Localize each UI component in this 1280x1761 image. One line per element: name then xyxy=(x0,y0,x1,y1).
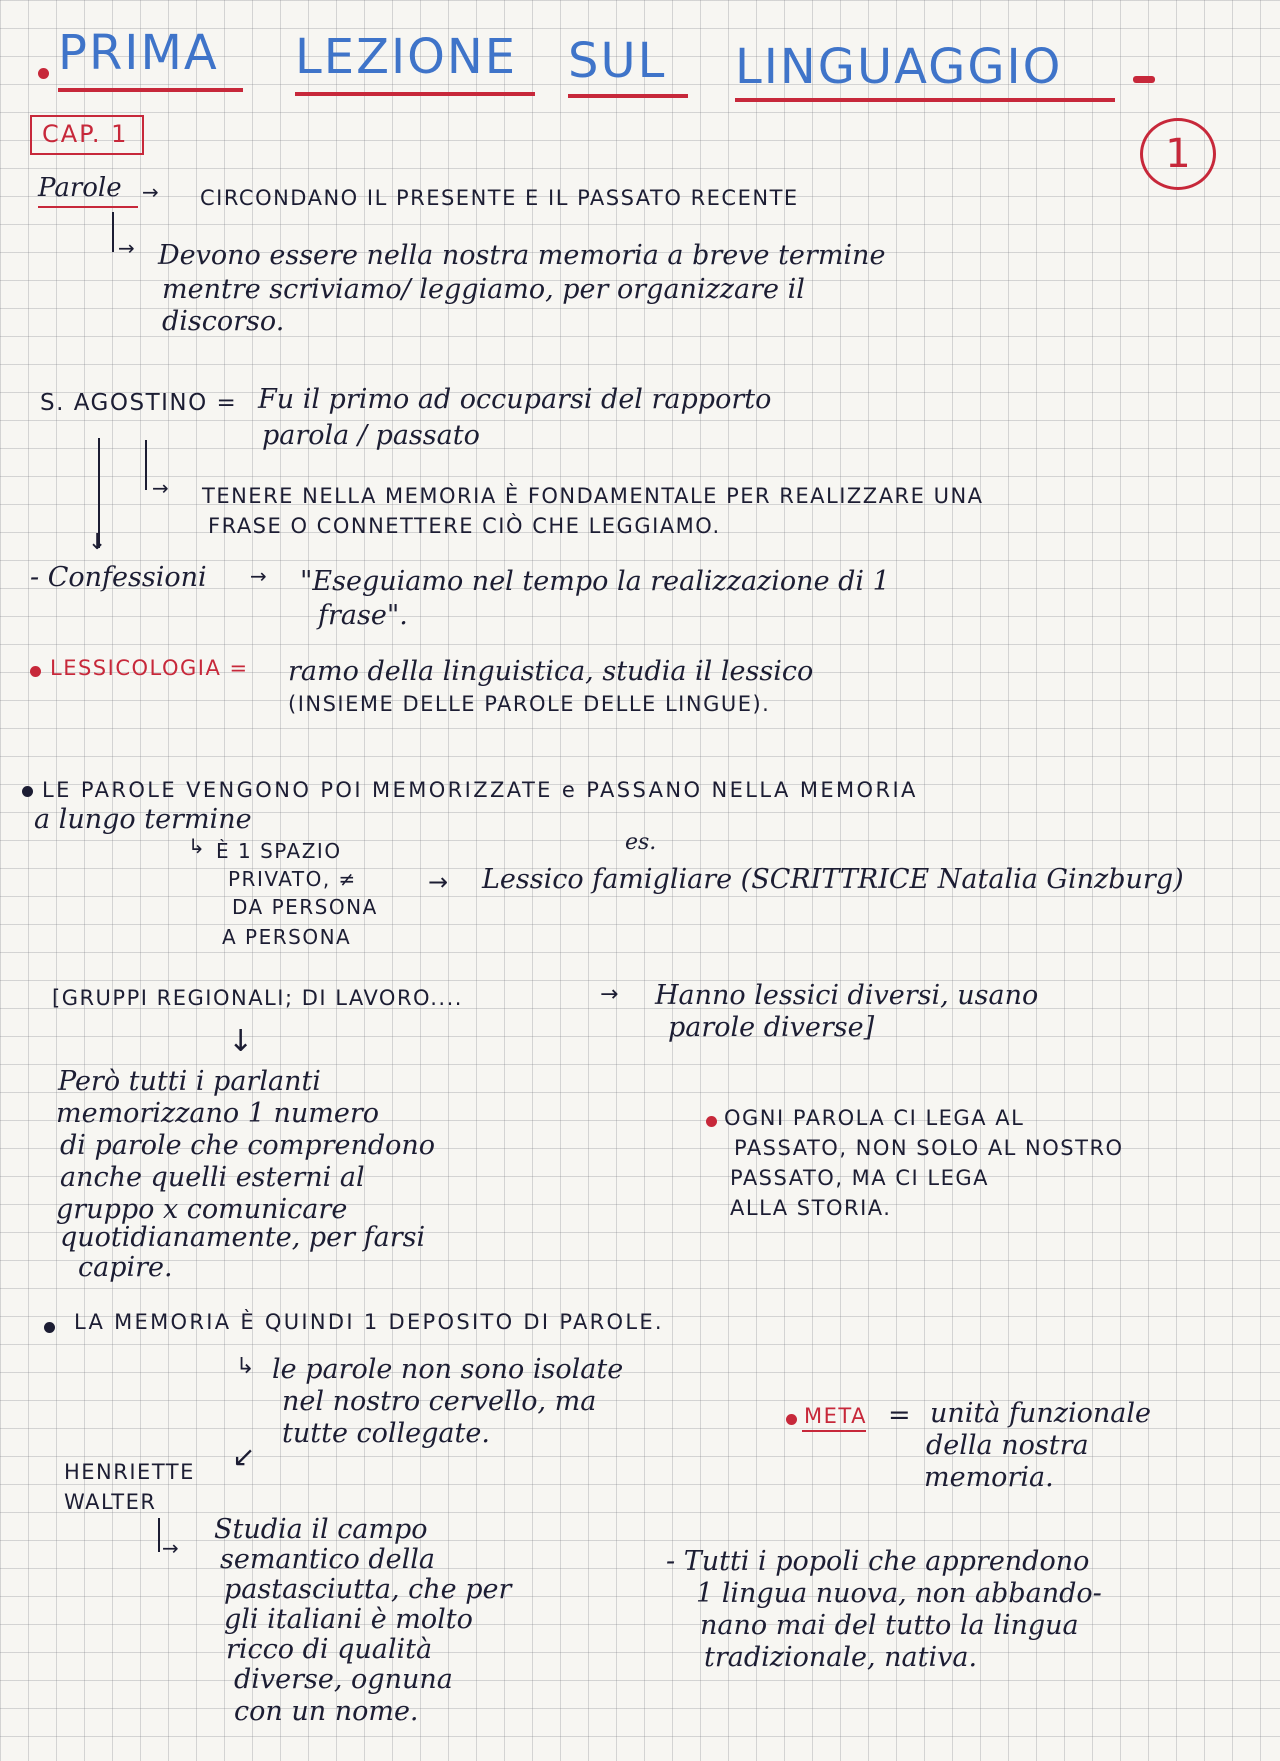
parlanti-line-1: Però tutti i parlanti xyxy=(58,1066,321,1097)
henriette-line-4: gli italiani è molto xyxy=(224,1604,473,1635)
deposito-sub-3: tutte collegate. xyxy=(282,1418,490,1449)
henriette-line-5: ricco di qualità xyxy=(226,1634,433,1665)
lessico-famigliare: Lessico famigliare (SCRITTRICE Natalia Ginzburg) xyxy=(482,864,1184,895)
memoria-line-1: LE PAROLE VENGONO POI MEMORIZZATE e PASSANO NELLA MEMORIA xyxy=(42,778,918,802)
parlanti-line-2: memorizzano 1 numero xyxy=(56,1098,380,1129)
deposito-bullet xyxy=(44,1322,55,1333)
lessicologia-line-2: (INSIEME DELLE PAROLE DELLE LINGUE). xyxy=(288,692,771,716)
title-underline-1 xyxy=(58,88,243,92)
arrow-right-icon: → xyxy=(250,564,267,588)
parole-sub-2: mentre scriviamo/ leggiamo, per organizzare il xyxy=(162,274,805,305)
arrow-right-icon: → xyxy=(162,1536,179,1560)
arrow-right-icon: ↳ xyxy=(236,1354,255,1379)
agostino-line-2: parola / passato xyxy=(262,420,480,451)
spazio-line-4: A PERSONA xyxy=(222,925,352,949)
parlanti-line-5: gruppo x comunicare xyxy=(56,1194,348,1225)
gruppi-label: [GRUPPI REGIONALI; DI LAVORO.... xyxy=(52,986,463,1010)
henriette-name-2: WALTER xyxy=(64,1490,157,1514)
title-underline-4 xyxy=(735,98,1115,102)
confessioni-quote-1: "Eseguiamo nel tempo la realizzazione di 1 xyxy=(300,566,890,597)
meta-line-3: memoria. xyxy=(924,1462,1054,1493)
henriette-line-7: con un nome. xyxy=(234,1696,419,1727)
title-word-sul: SUL xyxy=(568,33,667,89)
arrow-right-icon: → xyxy=(600,982,619,1007)
arrow-right-icon: → xyxy=(152,476,169,500)
gruppi-line-1: Hanno lessici diversi, usano xyxy=(655,980,1039,1011)
meta-label: META xyxy=(804,1404,867,1428)
lessicologia-bullet xyxy=(30,666,41,677)
popoli-line-4: tradizionale, nativa. xyxy=(704,1642,978,1673)
title-word-linguaggio: LINGUAGGIO xyxy=(735,39,1063,95)
title-word-lezione: LEZIONE xyxy=(295,29,518,85)
title-underline-3 xyxy=(568,94,688,98)
arrow-right-icon: → xyxy=(118,236,135,260)
deposito-sub-2: nel nostro cervello, ma xyxy=(282,1386,597,1417)
lessicologia-label: LESSICOLOGIA = xyxy=(50,656,249,680)
lessicologia-line-1: ramo della linguistica, studia il lessico xyxy=(288,656,814,687)
ogni-parola-line-2: PASSATO, NON SOLO AL NOSTRO xyxy=(734,1136,1124,1160)
title-underline-2 xyxy=(295,92,535,96)
title-bullet-right xyxy=(1133,76,1155,83)
ogni-parola-line-1: OGNI PAROLA CI LEGA AL xyxy=(724,1106,1025,1130)
arrow-right-icon: ↳ xyxy=(188,834,205,858)
arrow-right-icon: → xyxy=(428,868,449,896)
meta-bullet xyxy=(786,1414,797,1425)
bracket-vertical xyxy=(112,212,114,252)
spazio-line-3: DA PERSONA xyxy=(232,895,378,919)
spazio-line-1: È 1 SPAZIO xyxy=(216,839,342,863)
ogni-parola-line-3: PASSATO, MA CI LEGA xyxy=(730,1166,989,1190)
henriette-branch-line xyxy=(158,1518,160,1552)
agostino-note-1: TENERE NELLA MEMORIA È FONDAMENTALE PER REALIZZARE UNA xyxy=(202,484,984,508)
gruppi-line-2: parole diverse] xyxy=(668,1012,875,1043)
confessioni-label: - Confessioni xyxy=(30,562,207,593)
arrow-down-icon: ↓ xyxy=(228,1024,254,1059)
title-bullet-left xyxy=(38,68,49,79)
meta-underline xyxy=(802,1430,866,1432)
henriette-line-3: pastasciutta, che per xyxy=(224,1574,512,1605)
deposito-line: LA MEMORIA È QUINDI 1 DEPOSITO DI PAROLE. xyxy=(74,1310,664,1334)
parlanti-line-6: quotidianamente, per farsi xyxy=(60,1222,426,1253)
parole-sub-3: discorso. xyxy=(162,306,285,337)
ogni-parola-line-4: ALLA STORIA. xyxy=(730,1196,892,1220)
memoria-line-2: a lungo termine xyxy=(34,804,252,835)
arrow-down-left-icon: ↙ xyxy=(232,1440,256,1473)
popoli-line-2: 1 lingua nuova, non abbando- xyxy=(696,1578,1102,1609)
popoli-line-1: - Tutti i popoli che apprendono xyxy=(666,1546,1090,1577)
arrow-right-icon: → xyxy=(142,180,159,204)
chapter-box: CAP. 1 xyxy=(30,115,144,155)
parlanti-line-3: di parole che comprendono xyxy=(60,1130,436,1161)
henriette-line-6: diverse, ognuna xyxy=(234,1664,453,1695)
parole-label: Parole xyxy=(38,173,122,203)
popoli-line-3: nano mai del tutto la lingua xyxy=(700,1610,1079,1641)
agostino-branch-line xyxy=(145,440,147,490)
memoria-bullet xyxy=(22,786,33,797)
henriette-line-2: semantico della xyxy=(220,1544,435,1575)
arrow-down-icon: ↓ xyxy=(88,530,107,555)
ogni-parola-bullet xyxy=(706,1116,717,1127)
deposito-sub-1: le parole non sono isolate xyxy=(272,1354,624,1385)
meta-line-1: unità funzionale xyxy=(930,1398,1151,1429)
parole-text: CIRCONDANO IL PRESENTE E IL PASSATO RECENTE xyxy=(200,186,799,210)
page-number-circle: 1 xyxy=(1140,118,1216,190)
spazio-line-2: PRIVATO, ≠ xyxy=(228,867,357,891)
meta-line-2: della nostra xyxy=(926,1430,1089,1461)
title-word-prima: PRIMA xyxy=(58,25,219,81)
parole-sub-1: Devono essere nella nostra memoria a breve termine xyxy=(158,240,886,271)
parole-underline xyxy=(38,206,138,208)
henriette-name-1: HENRIETTE xyxy=(64,1460,195,1484)
confessioni-quote-2: frase". xyxy=(318,600,408,631)
agostino-line-1: Fu il primo ad occuparsi del rapporto xyxy=(258,384,772,415)
parlanti-line-4: anche quelli esterni al xyxy=(60,1162,365,1193)
agostino-note-2: FRASE O CONNETTERE CIÒ CHE LEGGIAMO. xyxy=(208,514,721,538)
meta-equals: = xyxy=(888,1400,911,1431)
agostino-label: S. AGOSTINO = xyxy=(40,390,238,416)
henriette-line-1: Studia il campo xyxy=(214,1514,428,1545)
parlanti-line-7: capire. xyxy=(78,1252,173,1283)
es-label: es. xyxy=(625,830,657,855)
